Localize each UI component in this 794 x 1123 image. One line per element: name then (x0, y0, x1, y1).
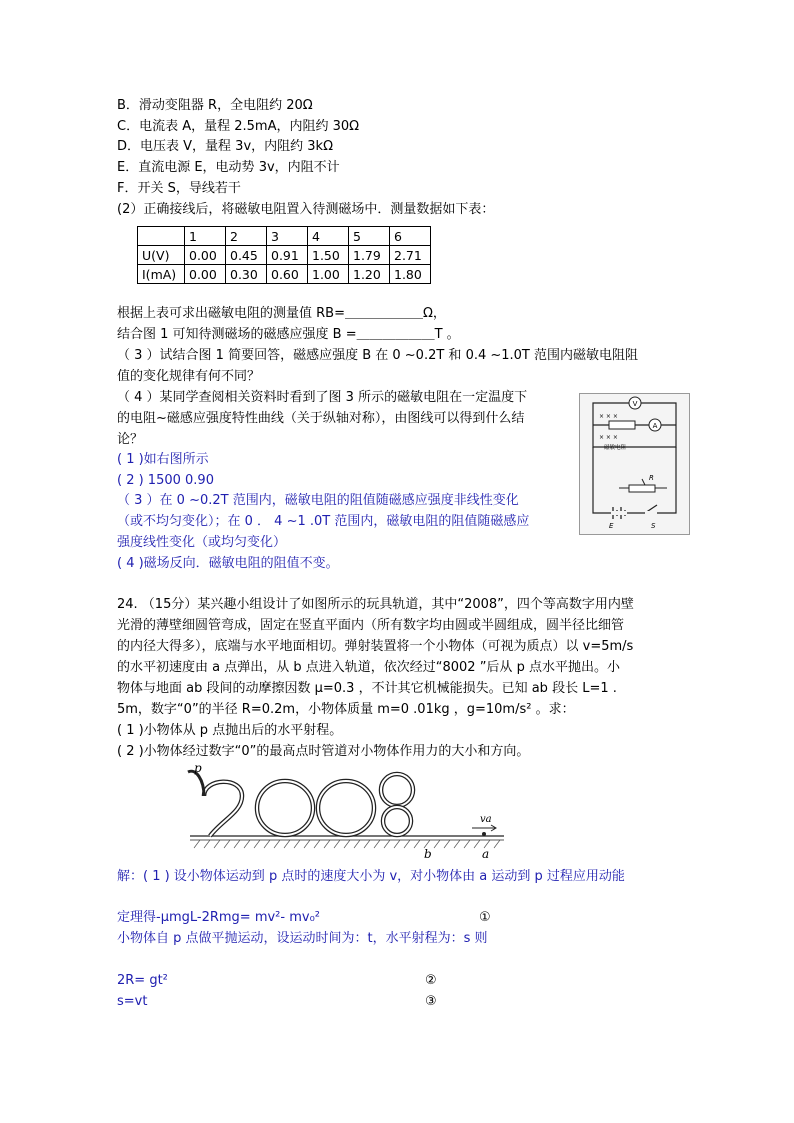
digit-8-bottom-track-inner (383, 807, 411, 835)
option-b: B．滑动变阻器 R，全电阻约 20Ω (117, 98, 313, 113)
velocity-arrow-icon (472, 825, 496, 831)
question-line: （ 4 ）某同学查阅相关资料时看到了图 3 所示的磁敏电阻在一定温度下 (117, 390, 528, 405)
table-cell: 0.45 (226, 246, 267, 265)
answer-line: 强度线性变化（或均匀变化） (117, 535, 287, 550)
point-a-label: a (482, 847, 490, 861)
track-figure (186, 760, 508, 864)
digit-0-track-inner (318, 781, 374, 835)
question-line: 根据上表可求出磁敏电阻的测量值 RB=＿＿＿＿＿＿Ω， (117, 306, 446, 321)
magnetoresistor-label: 磁敏电阻 (604, 445, 627, 451)
ammeter-label: A (652, 422, 658, 430)
question-line: 结合图 1 可知待测磁场的磁感应强度 B =＿＿＿＿＿＿T 。 (117, 327, 460, 342)
velocity-label: va (480, 814, 492, 825)
table-cell: 1 (185, 227, 226, 246)
equation-marker: ① (479, 910, 491, 925)
table-cell: 0.00 (185, 246, 226, 265)
question-line: （ 3 ）试结合图 1 简要回答，磁感应强度 B 在 0 ~0.2T 和 0.4 ~1.0T 范围内磁敏电阻阻 (117, 348, 639, 363)
table-cell: I(mA) (138, 265, 185, 284)
solution-line: 解：( 1 ) 设小物体运动到 p 点时的速度大小为 v，对小物体由 a 运动到 p 过程应用动能 (117, 869, 625, 884)
measurement-table (137, 226, 431, 284)
q24-line: 24. （15分）某兴趣小组设计了如图所示的玩具轨道，其中“2008”，四个等高数字用内壁 (117, 597, 634, 612)
question-line: 的电阻~磁感应强度特性曲线（关于纵轴对称），由图线可以得到什么结 (117, 411, 525, 426)
table-cell: 0.91 (267, 246, 308, 265)
solution-line: 2R= gt² (117, 973, 168, 988)
question-line: 论？ (117, 432, 144, 447)
solution-line: 定理得-μmgL-2Rmg= mv²- mv₀² (117, 910, 320, 925)
ground-hatch (194, 840, 500, 848)
table-cell: 0.30 (226, 265, 267, 284)
battery-gap (611, 511, 627, 515)
answer-line: ( 1 )如右图所示 (117, 452, 209, 467)
table-cell: 2.71 (390, 246, 431, 265)
digit-0-track-inner (257, 781, 313, 835)
rheostat-icon (629, 485, 655, 492)
q24-line: 光滑的薄壁细圆管弯成，固定在竖直平面内（所有数字均由圆或半圆组成，圆半径比细管 (117, 618, 625, 633)
table-cell: U(V) (138, 246, 185, 265)
table-cell: 5 (349, 227, 390, 246)
q24-line: 的水平初速度由 a 点弹出，从 b 点进入轨道，依次经过“8002 ”后从 p 点水平抛出。小 (117, 660, 620, 675)
table-cell: 2 (226, 227, 267, 246)
table-cell (138, 227, 185, 246)
q24-line: ( 2 )小物体经过数字“0”的最高点时管道对小物体作用力的大小和方向。 (117, 744, 530, 759)
q24-line: 物体与地面 ab 段间的动摩擦因数 μ=0.3 ，不计其它机械能损失。已知 ab 段长 L=1 . (117, 681, 617, 696)
q24-line: 的内径大得多），底端与水平地面相切。弹射装置将一个小物体（可视为质点）以 v=5m/s (117, 639, 634, 654)
switch-gap (645, 511, 657, 515)
option-e: E．直流电源 E，电动势 3v，内阻不计 (117, 160, 340, 175)
option-c: C．电流表 A，量程 2.5mA，内阻约 30Ω (117, 119, 360, 134)
point-b-label: b (424, 847, 432, 861)
table-cell: 1.50 (308, 246, 349, 265)
rheostat-label: R (649, 474, 654, 482)
q24-line: ( 1 )小物体从 p 点抛出后的水平射程。 (117, 723, 343, 738)
table-cell: 4 (308, 227, 349, 246)
table-cell: 3 (267, 227, 308, 246)
magnetoresistor-icon (609, 421, 635, 429)
circuit-figure (579, 393, 690, 535)
field-mark: × × × (599, 413, 618, 420)
point-p-label: p (194, 761, 202, 775)
table-cell: 6 (390, 227, 431, 246)
digit-2-track-inner (204, 782, 242, 836)
table-row (138, 246, 431, 265)
solution-line: 小物体自 p 点做平抛运动，设运动时间为：t，水平射程为：s 则 (117, 931, 488, 946)
field-mark: × × × (599, 434, 618, 441)
table-cell: 0.60 (267, 265, 308, 284)
projectile-icon (482, 832, 486, 836)
option-d: D．电压表 V，量程 3v，内阻约 3kΩ (117, 139, 333, 154)
switch-label: S (651, 522, 656, 530)
answer-line: ( 4 )磁场反向．磁敏电阻的阻值不变。 (117, 556, 339, 571)
table-cell: 1.79 (349, 246, 390, 265)
equation-marker: ③ (425, 994, 437, 1009)
table-cell: 1.20 (349, 265, 390, 284)
table-row (138, 265, 431, 284)
table-header-row (138, 227, 431, 246)
table-cell: 1.80 (390, 265, 431, 284)
answer-line: ( 2 ) 1500 0.90 (117, 473, 214, 488)
option-f: F．开关 S，导线若干 (117, 181, 241, 196)
question-line: 值的变化规律有何不同？ (117, 369, 261, 384)
answer-line: （ 3 ）在 0 ~0.2T 范围内，磁敏电阻的阻值随磁感应强度非线性变化 (117, 493, 519, 508)
q24-line: 5m，数字“0”的半径 R=0.2m，小物体质量 m=0 .01kg ，g=10m/s² 。求： (117, 702, 575, 717)
answer-line: （或不均匀变化）；在 0 ． 4 ~1 .0T 范围内，磁敏电阻的阻值随磁感应 (117, 514, 530, 529)
equation-marker: ② (425, 973, 437, 988)
part2-intro: (2）正确接线后，将磁敏电阻置入待测磁场中．测量数据如下表： (117, 202, 495, 217)
battery-label: E (609, 522, 614, 530)
solution-line: s=vt (117, 994, 148, 1009)
table-cell: 0.00 (185, 265, 226, 284)
voltmeter-label: V (632, 400, 638, 408)
digit-8-top-track-inner (381, 774, 413, 806)
table-cell: 1.00 (308, 265, 349, 284)
